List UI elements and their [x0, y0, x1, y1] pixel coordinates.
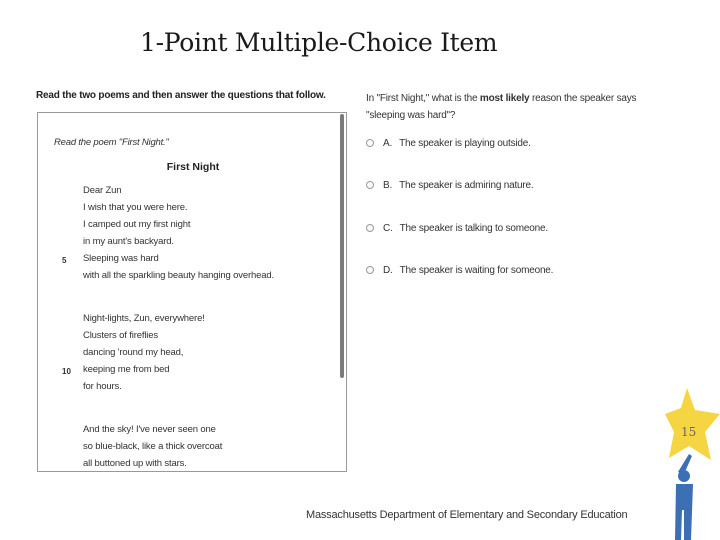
passage-instructions: Read the two poems and then answer the questions that follow. — [36, 90, 326, 101]
poem-line: Dear Zun — [83, 185, 122, 196]
logo-star — [665, 388, 720, 460]
poem-title: First Night — [166, 161, 220, 173]
question-stem — [366, 90, 671, 124]
poem-line: I camped out my first night — [83, 219, 191, 230]
answer-option-a[interactable] — [366, 136, 531, 150]
radio-button-icon[interactable] — [366, 266, 374, 274]
poem-line: Clusters of fireflies — [83, 330, 158, 341]
answer-option-d[interactable] — [366, 263, 553, 277]
question-stem-emphasis: most likely — [479, 93, 530, 104]
poem-line: all buttoned up with stars. — [83, 458, 187, 469]
option-letter: A. — [383, 137, 393, 149]
footer-text: Massachusetts Department of Elementary and Secondary Education — [306, 509, 628, 521]
poem-line: in my aunt's backyard. — [83, 236, 174, 247]
question-stem-start: In "First Night," what is the — [366, 93, 480, 104]
radio-button-icon[interactable] — [366, 224, 374, 232]
option-letter: D. — [383, 264, 393, 276]
line-number: 5 — [62, 256, 67, 265]
radio-button-icon[interactable] — [366, 139, 374, 147]
passage-panel[interactable] — [37, 112, 347, 472]
line-number: 10 — [62, 367, 71, 376]
option-letter: C. — [383, 222, 393, 234]
option-text: The speaker is playing outside. — [399, 137, 531, 149]
question-stem-end: reason the speaker says "sleeping was hard"? — [366, 93, 637, 121]
passage-scrollbar[interactable] — [340, 114, 344, 378]
star-figure-logo-icon — [665, 388, 720, 540]
poem-line: And the sky! I've never seen one — [83, 424, 216, 435]
radio-button-icon[interactable] — [366, 181, 374, 189]
answer-option-c[interactable] — [366, 221, 548, 235]
poem-line: Night-lights, Zun, everywhere! — [83, 313, 205, 324]
poem-line: so blue-black, like a thick overcoat — [83, 441, 223, 452]
poem-line: I wish that you were here. — [83, 202, 188, 213]
poem-line: keeping me from bed — [83, 364, 170, 375]
answer-option-b[interactable] — [366, 178, 534, 192]
slide-title: 1-Point Multiple-Choice Item — [140, 28, 498, 57]
logo-figure-body — [675, 454, 693, 540]
poem-line: Sleeping was hard — [83, 253, 159, 264]
poem-line: with all the sparkling beauty hanging overhead. — [83, 270, 274, 281]
option-letter: B. — [383, 179, 393, 191]
poem-line: for hours. — [83, 381, 122, 392]
poem-line: dancing 'round my head, — [83, 347, 184, 358]
option-text: The speaker is admiring nature. — [399, 179, 534, 191]
passage-prompt: Read the poem "First Night." — [54, 137, 169, 148]
option-text: The speaker is waiting for someone. — [399, 264, 554, 276]
page-number: 15 — [681, 425, 697, 439]
option-text: The speaker is talking to someone. — [399, 222, 548, 234]
